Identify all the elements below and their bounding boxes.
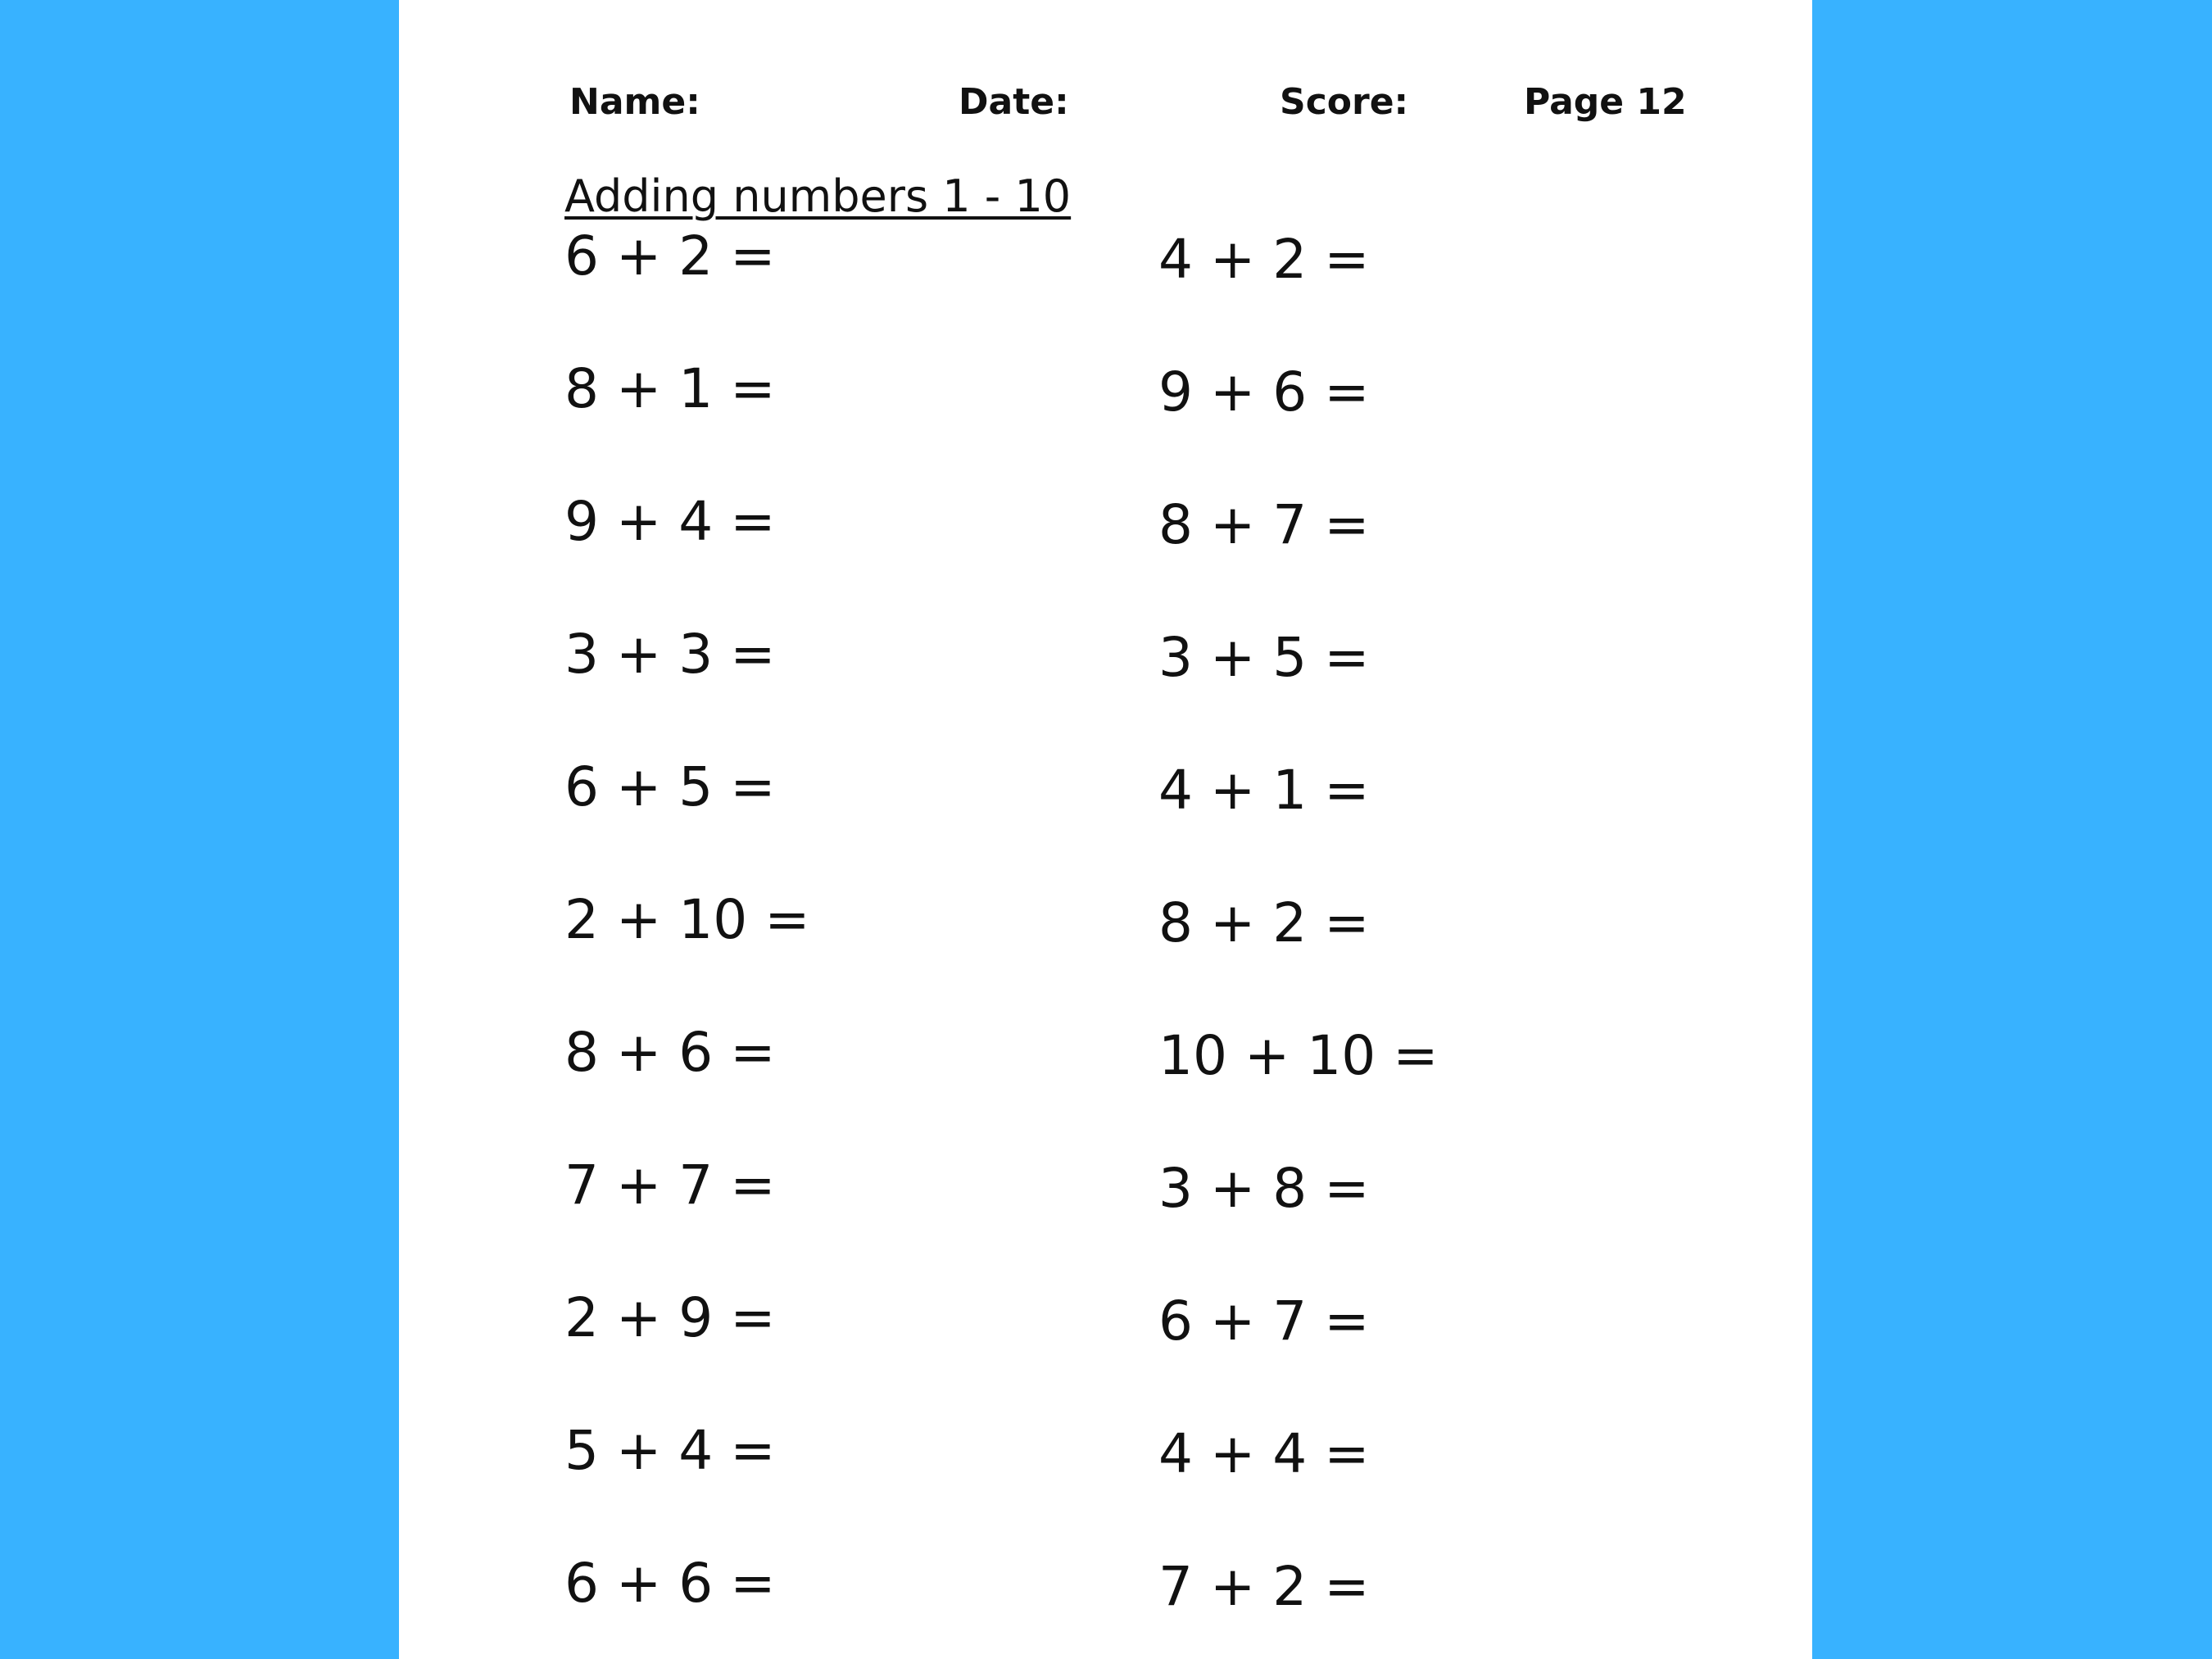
- problem-right-4: 3 + 5 =: [1158, 626, 1370, 689]
- problem-left-3: 9 + 4 =: [564, 490, 776, 553]
- problem-left-7: 8 + 6 =: [564, 1021, 776, 1084]
- problem-right-2: 9 + 6 =: [1158, 360, 1370, 424]
- page-number: Page 12: [1524, 81, 1687, 123]
- problem-right-8: 3 + 8 =: [1158, 1157, 1370, 1220]
- problem-right-6: 8 + 2 =: [1158, 891, 1370, 954]
- date-label: Date:: [959, 81, 1069, 123]
- problem-left-2: 8 + 1 =: [564, 357, 776, 420]
- problem-right-9: 6 + 7 =: [1158, 1290, 1370, 1353]
- problem-left-1: 6 + 2 =: [564, 224, 776, 288]
- name-label: Name:: [569, 81, 700, 123]
- problem-left-11: 6 + 6 =: [564, 1552, 776, 1615]
- worksheet-page: [399, 0, 1812, 1659]
- problem-left-5: 6 + 5 =: [564, 755, 776, 818]
- problem-right-7: 10 + 10 =: [1158, 1024, 1439, 1087]
- problem-left-6: 2 + 10 =: [564, 888, 810, 951]
- worksheet-title: Adding numbers 1 - 10: [564, 170, 1072, 222]
- problem-right-1: 4 + 2 =: [1158, 228, 1370, 291]
- problem-left-8: 7 + 7 =: [564, 1154, 776, 1217]
- problem-right-10: 4 + 4 =: [1158, 1422, 1370, 1485]
- problem-right-11: 7 + 2 =: [1158, 1555, 1370, 1618]
- problem-right-3: 8 + 7 =: [1158, 493, 1370, 556]
- score-label: Score:: [1280, 81, 1409, 123]
- problem-left-4: 3 + 3 =: [564, 623, 776, 686]
- problem-right-5: 4 + 1 =: [1158, 759, 1370, 822]
- problem-left-10: 5 + 4 =: [564, 1419, 776, 1482]
- problem-left-9: 2 + 9 =: [564, 1286, 776, 1349]
